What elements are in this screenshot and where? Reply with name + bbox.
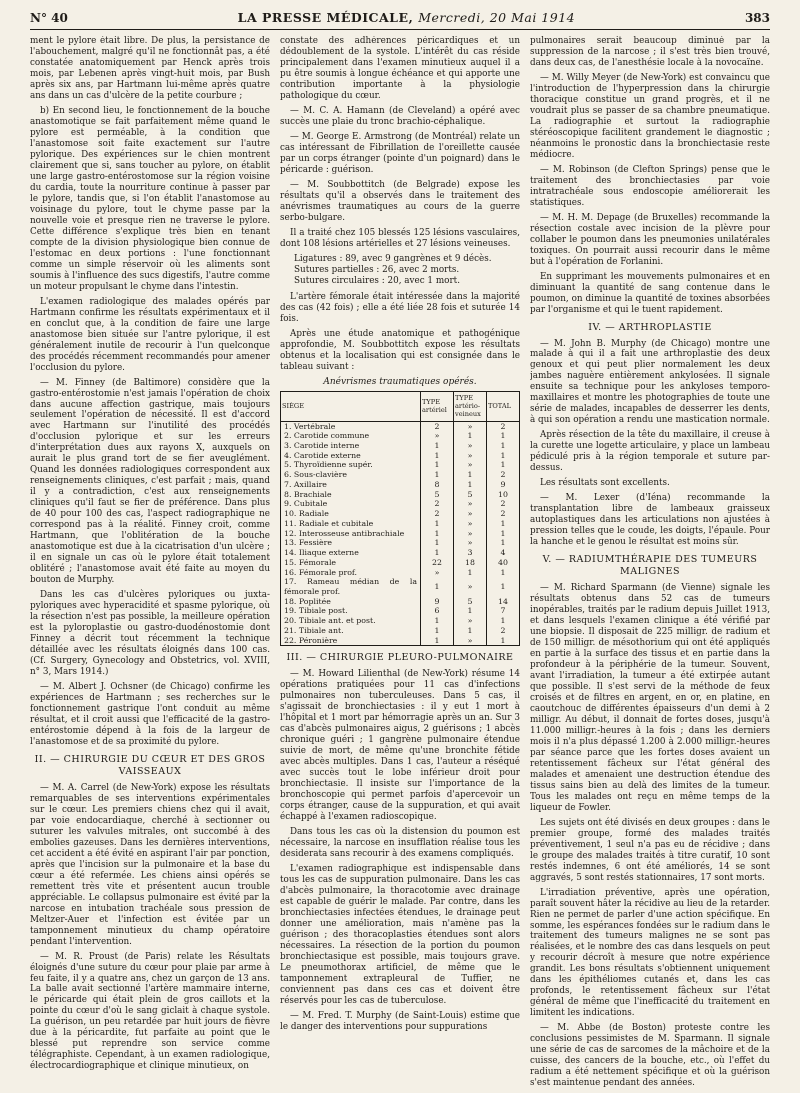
table-cell-count: 5 xyxy=(454,490,487,500)
table-cell-count: 1 xyxy=(421,548,454,558)
table-cell-count: 2 xyxy=(487,421,520,431)
table-row xyxy=(281,431,520,441)
table-cell-count: » xyxy=(454,460,487,470)
table-cell-count: 2 xyxy=(421,509,454,519)
table-cell-site: 12. Interosseuse antibrachiale xyxy=(281,529,421,539)
table-cell-count: » xyxy=(454,499,487,509)
table-cell-count: 9 xyxy=(487,480,520,490)
table-cell-count: 3 xyxy=(454,548,487,558)
page-number: 383 xyxy=(744,11,770,25)
table-cell-count: 1 xyxy=(487,519,520,529)
table-row xyxy=(281,606,520,616)
table-row xyxy=(281,519,520,529)
table-cell-site: 4. Carotide externe xyxy=(281,451,421,461)
table-cell-site: 11. Radiale et cubitale xyxy=(281,519,421,529)
table-cell-count: 1 xyxy=(421,538,454,548)
page-header xyxy=(30,10,770,30)
table-cell-count: 2 xyxy=(487,626,520,636)
table-row xyxy=(281,460,520,470)
paragraph: En supprimant les mouvements pulmonaires et en diminuant la quantité de sang contenue dans le poumon, on diminue la quantité de toxines absorbées par l'organisme et qui le tuent rapidement. xyxy=(530,271,770,315)
table-cell-count: 2 xyxy=(487,509,520,519)
table-cell-count: 1 xyxy=(454,431,487,441)
table-cell-count: 1 xyxy=(421,470,454,480)
issue-date: Mercredi, 20 Mai 1914 xyxy=(418,10,576,25)
table-cell-count: 1 xyxy=(487,529,520,539)
table-cell-count: 1 xyxy=(421,577,454,596)
table-cell-count: » xyxy=(454,441,487,451)
table-cell-count: 14 xyxy=(487,597,520,607)
table-row xyxy=(281,616,520,626)
table-cell-count: 1 xyxy=(487,577,520,596)
paragraph: Il a traité chez 105 blessés 125 lésions vasculaires, dont 108 lésions artérielles et 27 lésions veineuses. xyxy=(280,227,520,249)
list-item: Sutures circulaires : 20, avec 1 mort. xyxy=(294,275,461,286)
table-row xyxy=(281,538,520,548)
table-row xyxy=(281,568,520,578)
column-header: TYPE artério-veineux xyxy=(454,391,487,421)
table-cell-count: 18 xyxy=(454,558,487,568)
paragraph: — M. Lexer (d'Iéna) recommande la transplantation libre de lambeaux graisseux autoplastiques dans les articulations non ajustées à pression telles que le coude, les doigts, l'épaule. Pour la hanche et le genou le résultat est moins sûr. xyxy=(530,493,770,548)
paragraph: pulmonaires serait beaucoup diminué par la suppression de la narcose ; il s'est très bien trouvé, dans deux cas, de l'anesthésie locale à la novocaïne. xyxy=(530,36,770,68)
table-cell-site: 17. Rameau médian de la fémorale prof. xyxy=(281,577,421,596)
table-cell-count: » xyxy=(421,431,454,441)
paragraph: Les résultats sont excellents. xyxy=(540,478,670,489)
article-columns xyxy=(30,36,770,1093)
paragraph: L'examen radiologique des malades opérés par Hartmann confirme les résultats expérimentaux et il en conclut que, à la condition de faire une large anastomose bien située sur l'antre pylorique, il est généralement inutile de recourir à l'un quelconque des procédés récemment recommandés pour amener l'occlusion du pylore. xyxy=(30,296,270,373)
paragraph: ment le pylore était libre. De plus, la persistance de l'abouchement, malgré qu'il ne fonctionnât pas, a été constatée anatomiquement par Henck après trois mois, par Lebenen après vingt-huit mois, par Bush après six ans, par Hartmann lui-même après quatre ans dans un cas d'ulcère de la petite courbure ; xyxy=(30,36,270,101)
paragraph: Dans les cas d'ulcères pyloriques ou juxta-pyloriques avec hyperacidité et spasme pylorique, où la résection n'est pas possible, la meilleure opération est la pyloroplastie ou gastro-duodénostomie dont Finney a décrit tout récemment la technique détaillée avec les résultats éloignés dans 100 cas. (Cf. Surgery, Gynecology and Obstetrics, vol. XVIII, n° 3, Mars 1914.) xyxy=(30,590,270,678)
table-cell-count: 2 xyxy=(421,421,454,431)
table-cell-count: 1 xyxy=(487,568,520,578)
table-cell-count: 1 xyxy=(421,451,454,461)
table-cell-count: 1 xyxy=(487,441,520,451)
table-row xyxy=(281,441,520,451)
table-cell-count: » xyxy=(421,568,454,578)
table-cell-count: 10 xyxy=(487,490,520,500)
table-cell-count: 22 xyxy=(421,558,454,568)
table-cell-count: » xyxy=(454,616,487,626)
table-cell-site: 22. Péronière xyxy=(281,636,421,646)
table-cell-count: 1 xyxy=(487,431,520,441)
table-cell-site: 9. Cubitale xyxy=(281,499,421,509)
table-cell-count: 1 xyxy=(487,636,520,646)
table-cell-count: » xyxy=(454,636,487,646)
paragraph: — M. Robinson (de Clefton Springs) pense que le traitement des bronchiectasies par voie intratrachéale sous endoscopie améliorerait les statistiques. xyxy=(530,164,770,208)
table-row xyxy=(281,626,520,636)
table-row xyxy=(281,470,520,480)
table-cell-count: 1 xyxy=(421,529,454,539)
paragraph: — M. Fred. T. Murphy (de Saint-Louis) estime que le danger des interventions pour suppurations xyxy=(280,1010,520,1032)
list-item: Ligatures : 89, avec 9 gangrènes et 9 décès. xyxy=(294,253,492,264)
table-cell-count: 2 xyxy=(487,470,520,480)
table-cell-site: 15. Fémorale xyxy=(281,558,421,568)
section-heading: V. — RADIUMTHÉRAPIE DES TUMEURS MALIGNES xyxy=(542,554,758,578)
paragraph: — M. John B. Murphy (de Chicago) montre une malade à qui il a fait une arthroplastie des deux genoux et qui peut plier normalement les deux jambes naguère entièrement ankylosées. Il signale ensuite sa technique pour les ankyloses temporo-maxillaires et montre les photographies de toute une série de malades, incapables de desserrer les dents, à qui son opération a rendu une mastication normale. xyxy=(530,338,770,426)
table-cell-site: 10. Radiale xyxy=(281,509,421,519)
table-cell-site: 6. Sous-clavière xyxy=(281,470,421,480)
table-cell-count: » xyxy=(454,519,487,529)
table-cell-count: 1 xyxy=(421,460,454,470)
paragraph: — M. Soubbottitch (de Belgrade) expose les résultats qu'il a observés dans le traitement des anévrismes traumatiques au cours de la guerre serbo-bulgare. xyxy=(280,179,520,223)
table-row xyxy=(281,451,520,461)
section-heading: II. — CHIRURGIE DU CŒUR ET DES GROS VAISSEAUX xyxy=(34,754,266,777)
table-cell-count: 5 xyxy=(421,490,454,500)
results-list xyxy=(294,254,520,287)
table-cell-count: » xyxy=(454,451,487,461)
table-row xyxy=(281,558,520,568)
table-cell-count: 1 xyxy=(421,636,454,646)
table-cell-count: 2 xyxy=(421,499,454,509)
table-cell-site: 8. Brachiale xyxy=(281,490,421,500)
paragraph: Après résection de la tête du maxillaire, il creuse à la curette une logette articulaire, y place un lambeau pédiculé pris à la région temporale et suture par-dessus. xyxy=(530,430,770,474)
table-cell-count: 1 xyxy=(454,606,487,616)
paragraph: L'examen radiographique est indispensable dans tous les cas de suppuration pulmonaire. Dans les cas d'abcès pulmonaire, la thoracotomie avec drainage est capable de guérir le malade. Par contre, dans les bronchiectasies infectées étendues, le drainage peut donner une amélioration, mais n'amène pas la guérison ; des thoracoplasties étendues sont alors nécessaires. La résection de la portion du poumon bronchiectasique est possible, mais toujours grave. Le pneumothorax artificiel, de même que le tamponnement extrapleural de Tuffier, ne conviennent pas dans ces cas et doivent être réservés pour les cas de tuberculose. xyxy=(280,864,520,1006)
table-cell-site: 19. Tibiale post. xyxy=(281,606,421,616)
table-cell-site: 18. Poplitée xyxy=(281,597,421,607)
table-cell-site: 20. Tibiale ant. et post. xyxy=(281,616,421,626)
table-cell-count: 1 xyxy=(487,460,520,470)
journal-name: LA PRESSE MÉDICALE, xyxy=(237,10,414,25)
table-cell-count: 1 xyxy=(487,451,520,461)
table-cell-count: 1 xyxy=(421,626,454,636)
paragraph: b) En second lieu, le fonctionnement de la bouche anastomotique se fait parfaitement même quand le pylore est perméable, à la condition que l'anastomose soit faite exactement sur l'autre pylorique. Des expériences sur le chien montrent clairement que si, sans toucher au pylore, on établit une large gastro-entérostomose sur la région voisine du cardia, toute la nourriture continue à passer par le pylore, tandis que, si l'on établit l'anastomose au voisinage du pylore, tout le chyme passe par la nouvelle voie et presque rien ne traverse le pylore. Cette différence s'explique très bien en tenant compte de la division physiologique bien connue de l'estomac en deux portions : l'une fonctionnant comme un simple réservoir où les aliments sont soumis à l'influence des sucs digestifs, l'autre comme un moteur propulsant le chyme dans l'intestin. xyxy=(30,105,270,292)
paragraph: constate des adhérences péricardiques et un dédoublement de la systole. L'intérêt du cas réside principalement dans l'examen minutieux auquel il a pu être soumis à longue échéance et qui apporte une contribution importante à la physiologie pathologique du cœur. xyxy=(280,36,520,101)
table-row xyxy=(281,597,520,607)
paragraph: — M. Willy Meyer (de New-York) est convaincu que l'introduction de l'hyperpression dans la chirurgie thoracique constitue un grand progrès, et il ne voudrait plus se passer de sa chambre pneumatique. La radiographie et surtout la radiographie stéréoscopique facilitent grandement le diagnostic ; néanmoins le pronostic dans la bronchiectasie reste médiocre. xyxy=(530,72,770,160)
table-cell-site: 13. Fessière xyxy=(281,538,421,548)
paragraph: — M. Finney (de Baltimore) considère que la gastro-entérostomie n'est jamais l'opération de choix dans aucune affection gastrique, mais toujours seulement l'opération de nécessité. Il est d'accord avec Hartmann sur l'inutilité des procédés d'occlusion pylorique et sur les erreurs d'interprétation dues aux rayons X, auxquels on aurait le plus grand tort de se fier aveuglément. Quand les données radiologiques correspondent aux renseignements cliniques, c'est parfait ; mais, quand il y a contradiction, c'est aux renseignements cliniques qu'il faut se fier de préférence. Dans plus de 40 pour 100 des cas, l'aspect radiographique ne correspond pas à la réalité. Finney croit, comme Hartmann, que l'oblitération de la bouche anastomotique est due à la cicatrisation d'un ulcère ; il en signale un cas où le pylore était totalement oblitéré ; l'anastomose avait été faite au moyen du bouton de Murphy. xyxy=(30,377,270,586)
table-cell-count: 1 xyxy=(487,538,520,548)
paragraph: — M. A. Carrel (de New-York) expose les résultats remarquables de ses interventions expérimentales sur le cœur. Les premiers chiens chez qui il avait, par voie endocardiaque, cherché à sectionner ou suturer les valvules mitrales, ont succombé à des embolies gazeuses. Dans les dernières interventions, cet accident a été évité en aspirant l'air par ponction, après que l'incision sur la pulmonaire et la base du cœur a été refermée. Les chiens ainsi opérés se remettent très vite et présentent aucun trouble appréciable. Le collapsus pulmonaire est évité par la narcose en intubation trachéale sous pression de Meltzer-Auer et l'infection est évitée par un tamponnement minutieux du champ opératoire pendant l'intervention. xyxy=(30,782,270,947)
table-cell-count: 40 xyxy=(487,558,520,568)
column-header: TOTAL xyxy=(487,391,520,421)
journal-title xyxy=(238,10,575,25)
aneurysm-table xyxy=(280,391,520,647)
table-cell-count: 6 xyxy=(421,606,454,616)
table-cell-count: 7 xyxy=(487,606,520,616)
paragraph: — M. Albert J. Ochsner (de Chicago) confirme les expériences de Hartmann ; ses recherches sur le fonctionnement gastrique l'ont conduit au même résultat, et il croit aussi que l'efficacité de la gastro-entérostomie dépend à la fois de la largeur de l'anastomose et de sa proximité du pylore. xyxy=(30,682,270,748)
table-cell-site: 2. Carotide commune xyxy=(281,431,421,441)
list-item: Sutures partielles : 26, avec 2 morts. xyxy=(294,264,460,275)
table-cell-count: » xyxy=(454,421,487,431)
table-title: Anévrismes traumatiques opérés. xyxy=(323,376,477,387)
table-row xyxy=(281,490,520,500)
table-row xyxy=(281,480,520,490)
table-cell-count: » xyxy=(454,509,487,519)
table-cell-site: 5. Thyroïdienne supér. xyxy=(281,460,421,470)
column-header: TYPE artériel xyxy=(421,391,454,421)
table-cell-count: 4 xyxy=(487,548,520,558)
table-cell-count: 8 xyxy=(421,480,454,490)
paragraph: — M. Howard Lilienthal (de New-York) résume 14 opérations pratiquées pour 11 cas d'infections pulmonaires non tuberculeuses. Dans 5 cas, il s'agissait de bronchiectasies : il y eut 1 mort à l'hôpital et 1 mort par hémorragie après un an. Sur 3 cas d'abcès pulmonaires aigus, 2 guérisons ; 1 abcès chronique guéri ; 1 gangrène pulmonaire étendue suivie de mort, de même qu'une bronchite fétide avec abcès multiples. Dans 1 cas, l'auteur a réséqué avec succès tout le lobe inférieur droit pour bronchiectasie. Il insiste sur l'importance de la bronchoscopie qui permet parfois d'apercevoir un corps étranger, cause de la suppuration, et qui avait échappé à l'examen radioscopique. xyxy=(280,669,520,823)
table-cell-count: » xyxy=(454,577,487,596)
column-3 xyxy=(530,36,770,1093)
table-cell-count: 1 xyxy=(454,480,487,490)
table-cell-site: 21. Tibiale ant. xyxy=(281,626,421,636)
paragraph: — M. C. A. Hamann (de Cleveland) a opéré avec succès une plaie du tronc brachio-céphalique. xyxy=(280,105,520,127)
paragraph: — M. H. M. Depage (de Bruxelles) recommande la résection costale avec incision de la plèvre pour collaber le poumon dans les pneumonies unilatérales toxiques. On pourrait aussi recourir dans le même but à l'opération de Forlanini. xyxy=(530,212,770,267)
paragraph: — M. Abbe (de Boston) proteste contre les conclusions pessimistes de M. Sparmann. Il signale une série de cas de sarcomes de la mâchoire et de la cuisse, des cancers de la bouche, etc., où l'effet du radium a été nettement spécifique et où la guérison s'est maintenue pendant des années. xyxy=(530,1023,770,1089)
issue-number: N° 40 xyxy=(30,11,68,25)
section-heading: IV. — ARTHROPLASTIE xyxy=(588,321,712,333)
paragraph: Dans tous les cas où la distension du poumon est nécessaire, la narcose en insufflation réalise tous les desiderata sans recourir à des examens compliqués. xyxy=(280,827,520,860)
section-heading: III. — CHIRURGIE PLEURO-PULMONAIRE xyxy=(286,652,514,664)
column-1 xyxy=(30,36,270,1093)
table-row xyxy=(281,636,520,646)
table-row xyxy=(281,529,520,539)
table-row xyxy=(281,577,520,596)
table-cell-site: 1. Vertébrale xyxy=(281,421,421,431)
table-cell-count: 1 xyxy=(421,616,454,626)
table-header-row xyxy=(281,391,520,421)
paragraph: — M. Richard Sparmann (de Vienne) signale les résultats obtenus dans 52 cas de tumeurs inopérables, traités par le radium depuis Juillet 1913, et dans lesquels l'examen clinique a été vérifié par une biopsie. Il disposait de 225 milligr. de radium et de 150 milligr. de mésothorium qui ont été appliqués en partie à la surface des tissus et en partie dans la profondeur à la périphérie de la tumeur. Souvent, avant l'irradiation, la tumeur a été extirpée autant que possible. Il s'est servi de la méthode de feux croisés et de filtres en argent, en or, en platine, en caoutchouc de différentes épaisseurs d'un demi à 2 milligr. Au début, il donnait de fortes doses, jusqu'à 11.000 milligr.-heures à la fois ; dans les derniers mois il n'a plus dépassé 1.200 à 2.000 milligr.-heures par séance parce que les fortes doses avaient un retentissement fâcheux sur l'état général des malades et amenaient une destruction étendue des tissus sains bien au delà des limites de la tumeur. Tous les malades ont reçu en même temps de la liqueur de Fowler. xyxy=(530,582,770,813)
paragraph: — M. R. Proust (de Paris) relate les Résultats éloignés d'une suture du cœur pour plaie par arme à feu faite, il y a quatre ans, chez un garçon de 13 ans. La balle avait sectionné l'artère mammaire interne, le péricarde qui était plein de gros caillots et la pointe du cœur d'où le sang giclait à chaque systole. La guérison, un peu retardée par huit jours de fièvre due à la péricardite, fut parfaite au point que le blessé put reprendre son service comme télégraphiste. Cependant, à un examen radiologique, électrocardiographique et clinique minutieux, on xyxy=(30,951,270,1072)
column-2 xyxy=(280,36,520,1093)
table-cell-count: 5 xyxy=(454,597,487,607)
table-cell-site: 7. Axillaire xyxy=(281,480,421,490)
paragraph: L'irradiation préventive, après une opération, paraît souvent hâter la récidive au lieu de la retarder. Rien ne permet de parler d'une action spécifique. En somme, les espérances fondées sur le radium dans le traitement des tumeurs malignes ne se sont pas réalisées, et le nombre des cas dans lesquels on peut y recourir décroît à mesure que notre expérience grandit. Les bons résultats s'obtiennent uniquement dans les épithéliomes cutanés et, dans les cas profonds, le retentissement fâcheux sur l'état général de même que l'inefficacité du traitement en limitent les indications. xyxy=(530,887,770,1019)
paragraph: Les sujets ont été divisés en deux groupes : dans le premier groupe, formé des malades traités préventivement, 1 seul n'a pas eu de récidive ; dans le groupe des malades traités à titre curatif, 10 sont restés indemnes, 6 ont été améliorés, 14 se sont aggravés, 5 sont restés stationnaires, 17 sont morts. xyxy=(530,817,770,883)
table-cell-count: » xyxy=(454,538,487,548)
table-cell-count: » xyxy=(454,529,487,539)
column-header: SIÈGE xyxy=(281,391,421,421)
table-cell-site: 16. Fémorale prof. xyxy=(281,568,421,578)
table-cell-count: 9 xyxy=(421,597,454,607)
table-row xyxy=(281,421,520,431)
paragraph: — M. George E. Armstrong (de Montréal) relate un cas intéressant de Fibrillation de l'oreillette causée par un corps étranger (pointe d'un poignard) dans le péricarde : guérison. xyxy=(280,131,520,175)
table-row xyxy=(281,499,520,509)
paragraph: L'artère fémorale était intéressée dans la majorité des cas (42 fois) ; elle a été liée 28 fois et suturée 14 fois. xyxy=(280,291,520,324)
table-body xyxy=(281,421,520,646)
paragraph: Après une étude anatomique et pathogénique approfondie, M. Soubbottitch expose les résultats obtenus et la localisation qui est consignée dans le tableau suivant : xyxy=(280,328,520,372)
table-cell-count: 1 xyxy=(421,519,454,529)
table-cell-site: 3. Carotide interne xyxy=(281,441,421,451)
table-row xyxy=(281,509,520,519)
table-row xyxy=(281,548,520,558)
table-cell-site: 14. Iliaque externe xyxy=(281,548,421,558)
table-cell-count: 1 xyxy=(454,470,487,480)
table-cell-count: 1 xyxy=(454,568,487,578)
table-cell-count: 2 xyxy=(487,499,520,509)
table-cell-count: 1 xyxy=(487,616,520,626)
table-cell-count: 1 xyxy=(421,441,454,451)
table-cell-count: 1 xyxy=(454,626,487,636)
